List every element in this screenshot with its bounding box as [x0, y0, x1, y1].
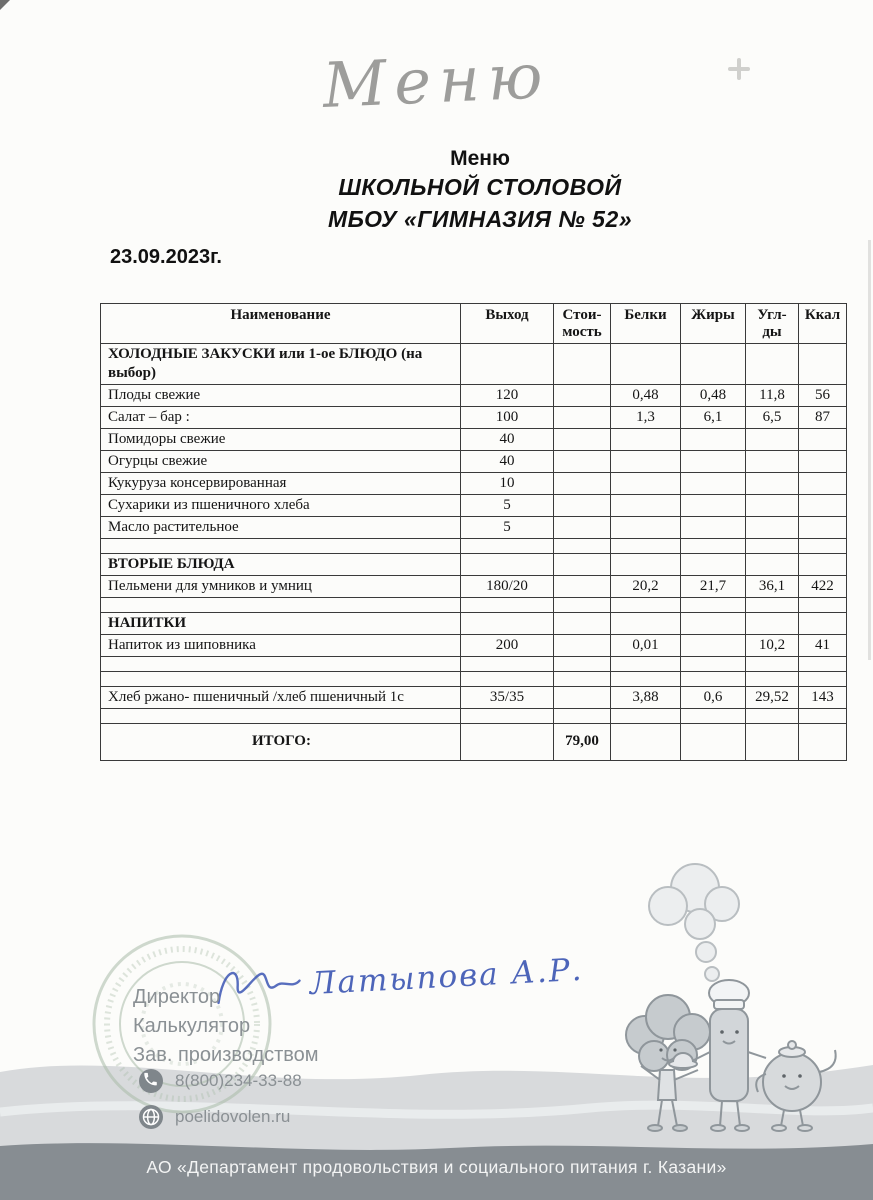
cell-fat [681, 450, 746, 472]
role-calculator: Калькулятор [133, 1015, 251, 1037]
cell-carbs [746, 671, 799, 686]
cell-kcal [799, 708, 847, 723]
footer-roles [133, 983, 319, 1070]
cell-protein [611, 494, 681, 516]
cell-name: Кукуруза консервированная [101, 472, 461, 494]
cell-cost [554, 344, 611, 385]
cell-fat: 21,7 [681, 575, 746, 597]
table-row-item [101, 634, 847, 656]
menu-table-body [101, 344, 847, 761]
table-row-section [101, 344, 847, 385]
cell-cost [554, 575, 611, 597]
cell-out [461, 656, 554, 671]
cell-out: 40 [461, 428, 554, 450]
cell-out [461, 538, 554, 553]
cell-out: 40 [461, 450, 554, 472]
cell-fat [681, 428, 746, 450]
cell-out [461, 597, 554, 612]
column-header: Выход [461, 304, 554, 344]
cell-carbs [746, 597, 799, 612]
cell-fat [681, 612, 746, 634]
cell-protein [611, 472, 681, 494]
cell-fat [681, 671, 746, 686]
cell-cost [554, 634, 611, 656]
table-row-item [101, 428, 847, 450]
cell-carbs: 29,52 [746, 686, 799, 708]
cell-protein [611, 656, 681, 671]
cell-fat [681, 553, 746, 575]
document-title-block [140, 146, 820, 235]
menu-date: 23.09.2023г. [110, 246, 222, 268]
role-production-manager: Зав. производством [133, 1044, 319, 1066]
cell-fat [681, 494, 746, 516]
cell-fat [681, 516, 746, 538]
cell-kcal [799, 723, 847, 760]
cell-kcal [799, 450, 847, 472]
cell-name: Помидоры свежие [101, 428, 461, 450]
cell-protein: 0,48 [611, 384, 681, 406]
cell-out: 5 [461, 494, 554, 516]
cell-name: ВТОРЫЕ БЛЮДА [101, 553, 461, 575]
signature-text: Латыпова А.Р. [308, 951, 585, 1003]
cell-kcal [799, 494, 847, 516]
cell-fat [681, 538, 746, 553]
column-header: Угл- ды [746, 304, 799, 344]
cell-out: 120 [461, 384, 554, 406]
cell-protein [611, 450, 681, 472]
cell-name [101, 538, 461, 553]
cell-cost [554, 516, 611, 538]
cell-protein: 0,01 [611, 634, 681, 656]
steam-cloud [649, 864, 739, 981]
phone-row [138, 1068, 302, 1094]
cell-carbs [746, 708, 799, 723]
column-header: Наименование [101, 304, 461, 344]
website-row [138, 1104, 290, 1130]
website-url: poelidovolen.ru [175, 1107, 291, 1126]
cell-protein [611, 597, 681, 612]
cell-protein [611, 612, 681, 634]
table-row-section [101, 612, 847, 634]
column-header: Жиры [681, 304, 746, 344]
table-row-blank [101, 708, 847, 723]
title-line-gymnasium: МБОУ «ГИМНАЗИЯ № 52» [327, 206, 633, 232]
cell-cost [554, 686, 611, 708]
cell-out: 200 [461, 634, 554, 656]
title-line-menu: Меню [450, 147, 510, 170]
cell-kcal [799, 597, 847, 612]
cell-name [101, 597, 461, 612]
cell-cost [554, 538, 611, 553]
phone-number: 8(800)234-33-88 [175, 1071, 302, 1090]
cell-carbs [746, 538, 799, 553]
cell-cost [554, 656, 611, 671]
globe-icon [138, 1104, 164, 1130]
cell-kcal [799, 428, 847, 450]
cell-out [461, 723, 554, 760]
table-row-blank [101, 538, 847, 553]
cell-name: Сухарики из пшеничного хлеба [101, 494, 461, 516]
cell-protein [611, 553, 681, 575]
cell-cost [554, 472, 611, 494]
cell-protein [611, 708, 681, 723]
table-row-blank [101, 597, 847, 612]
table-row-item [101, 384, 847, 406]
cell-kcal: 143 [799, 686, 847, 708]
cell-cost [554, 494, 611, 516]
table-row-item [101, 472, 847, 494]
cell-name: Масло растительное [101, 516, 461, 538]
cell-cost [554, 428, 611, 450]
cell-protein [611, 428, 681, 450]
table-row-blank [101, 656, 847, 671]
cell-fat [681, 708, 746, 723]
cell-name: Огурцы свежие [101, 450, 461, 472]
cell-cost [554, 384, 611, 406]
cell-kcal [799, 538, 847, 553]
table-row-section [101, 553, 847, 575]
cell-out [461, 612, 554, 634]
cell-kcal [799, 656, 847, 671]
cell-name: Салат – бар : [101, 406, 461, 428]
role-director: Директор [133, 986, 221, 1008]
handwritten-title: Меню [321, 39, 552, 122]
cell-cost [554, 612, 611, 634]
cell-out: 100 [461, 406, 554, 428]
table-row-item [101, 516, 847, 538]
cell-carbs: 10,2 [746, 634, 799, 656]
column-header: Ккал [799, 304, 847, 344]
cell-protein: 1,3 [611, 406, 681, 428]
table-row-blank [101, 671, 847, 686]
cell-fat [681, 656, 746, 671]
cell-carbs: 11,8 [746, 384, 799, 406]
cell-name [101, 656, 461, 671]
cell-out [461, 708, 554, 723]
cell-protein [611, 344, 681, 385]
cell-kcal: 87 [799, 406, 847, 428]
cell-cost [554, 553, 611, 575]
table-row-item [101, 450, 847, 472]
scan-edge-artifact [868, 240, 871, 660]
cell-cost [554, 406, 611, 428]
cell-carbs [746, 344, 799, 385]
cell-carbs: 6,5 [746, 406, 799, 428]
cell-fat [681, 472, 746, 494]
cell-fat: 0,6 [681, 686, 746, 708]
cell-carbs [746, 516, 799, 538]
cell-carbs: 36,1 [746, 575, 799, 597]
cell-protein [611, 516, 681, 538]
cell-out: 10 [461, 472, 554, 494]
cell-name: Хлеб ржано- пшеничный /хлеб пшеничный 1с [101, 686, 461, 708]
cell-carbs [746, 553, 799, 575]
cell-kcal: 422 [799, 575, 847, 597]
cell-name: ИТОГО: [101, 723, 461, 760]
cell-carbs [746, 472, 799, 494]
menu-table-header-row [101, 304, 847, 344]
table-row-total [101, 723, 847, 760]
cell-out [461, 344, 554, 385]
cell-kcal [799, 516, 847, 538]
cell-protein [611, 538, 681, 553]
table-row-item [101, 575, 847, 597]
cell-protein [611, 723, 681, 760]
cell-kcal [799, 344, 847, 385]
scan-corner-artifact [0, 0, 10, 10]
cell-kcal: 56 [799, 384, 847, 406]
cell-kcal [799, 671, 847, 686]
table-row-item [101, 686, 847, 708]
cell-out [461, 553, 554, 575]
cell-carbs [746, 612, 799, 634]
phone-icon [138, 1068, 164, 1094]
cell-fat [681, 634, 746, 656]
cell-out: 5 [461, 516, 554, 538]
cell-name [101, 708, 461, 723]
cell-kcal [799, 472, 847, 494]
cell-protein [611, 671, 681, 686]
cell-cost [554, 671, 611, 686]
cell-name: Пельмени для умников и умниц [101, 575, 461, 597]
cell-fat: 0,48 [681, 384, 746, 406]
cell-cost: 79,00 [554, 723, 611, 760]
cell-kcal: 41 [799, 634, 847, 656]
cell-out [461, 671, 554, 686]
table-row-item [101, 406, 847, 428]
table-row-item [101, 494, 847, 516]
cell-carbs [746, 656, 799, 671]
cell-name: ХОЛОДНЫЕ ЗАКУСКИ или 1-ое БЛЮДО (на выбор) [101, 344, 461, 385]
cell-name [101, 671, 461, 686]
footer-company-name: АО «Департамент продовольствия и социального питания г. Казани» [146, 1157, 727, 1177]
title-line-school-canteen: ШКОЛЬНОЙ СТОЛОВОЙ [338, 174, 622, 200]
cell-carbs [746, 723, 799, 760]
cell-name: НАПИТКИ [101, 612, 461, 634]
cell-protein: 20,2 [611, 575, 681, 597]
cell-cost [554, 708, 611, 723]
cell-name: Плоды свежие [101, 384, 461, 406]
column-header: Белки [611, 304, 681, 344]
cell-carbs [746, 450, 799, 472]
cell-out: 35/35 [461, 686, 554, 708]
cell-cost [554, 450, 611, 472]
cell-carbs [746, 494, 799, 516]
cell-fat [681, 597, 746, 612]
cell-carbs [746, 428, 799, 450]
cell-cost [554, 597, 611, 612]
cell-out: 180/20 [461, 575, 554, 597]
cell-fat [681, 344, 746, 385]
cell-fat: 6,1 [681, 406, 746, 428]
cell-kcal [799, 553, 847, 575]
cell-protein: 3,88 [611, 686, 681, 708]
cell-fat [681, 723, 746, 760]
cell-kcal [799, 612, 847, 634]
cell-name: Напиток из шиповника [101, 634, 461, 656]
column-header: Стои- мость [554, 304, 611, 344]
menu-table [100, 303, 847, 761]
